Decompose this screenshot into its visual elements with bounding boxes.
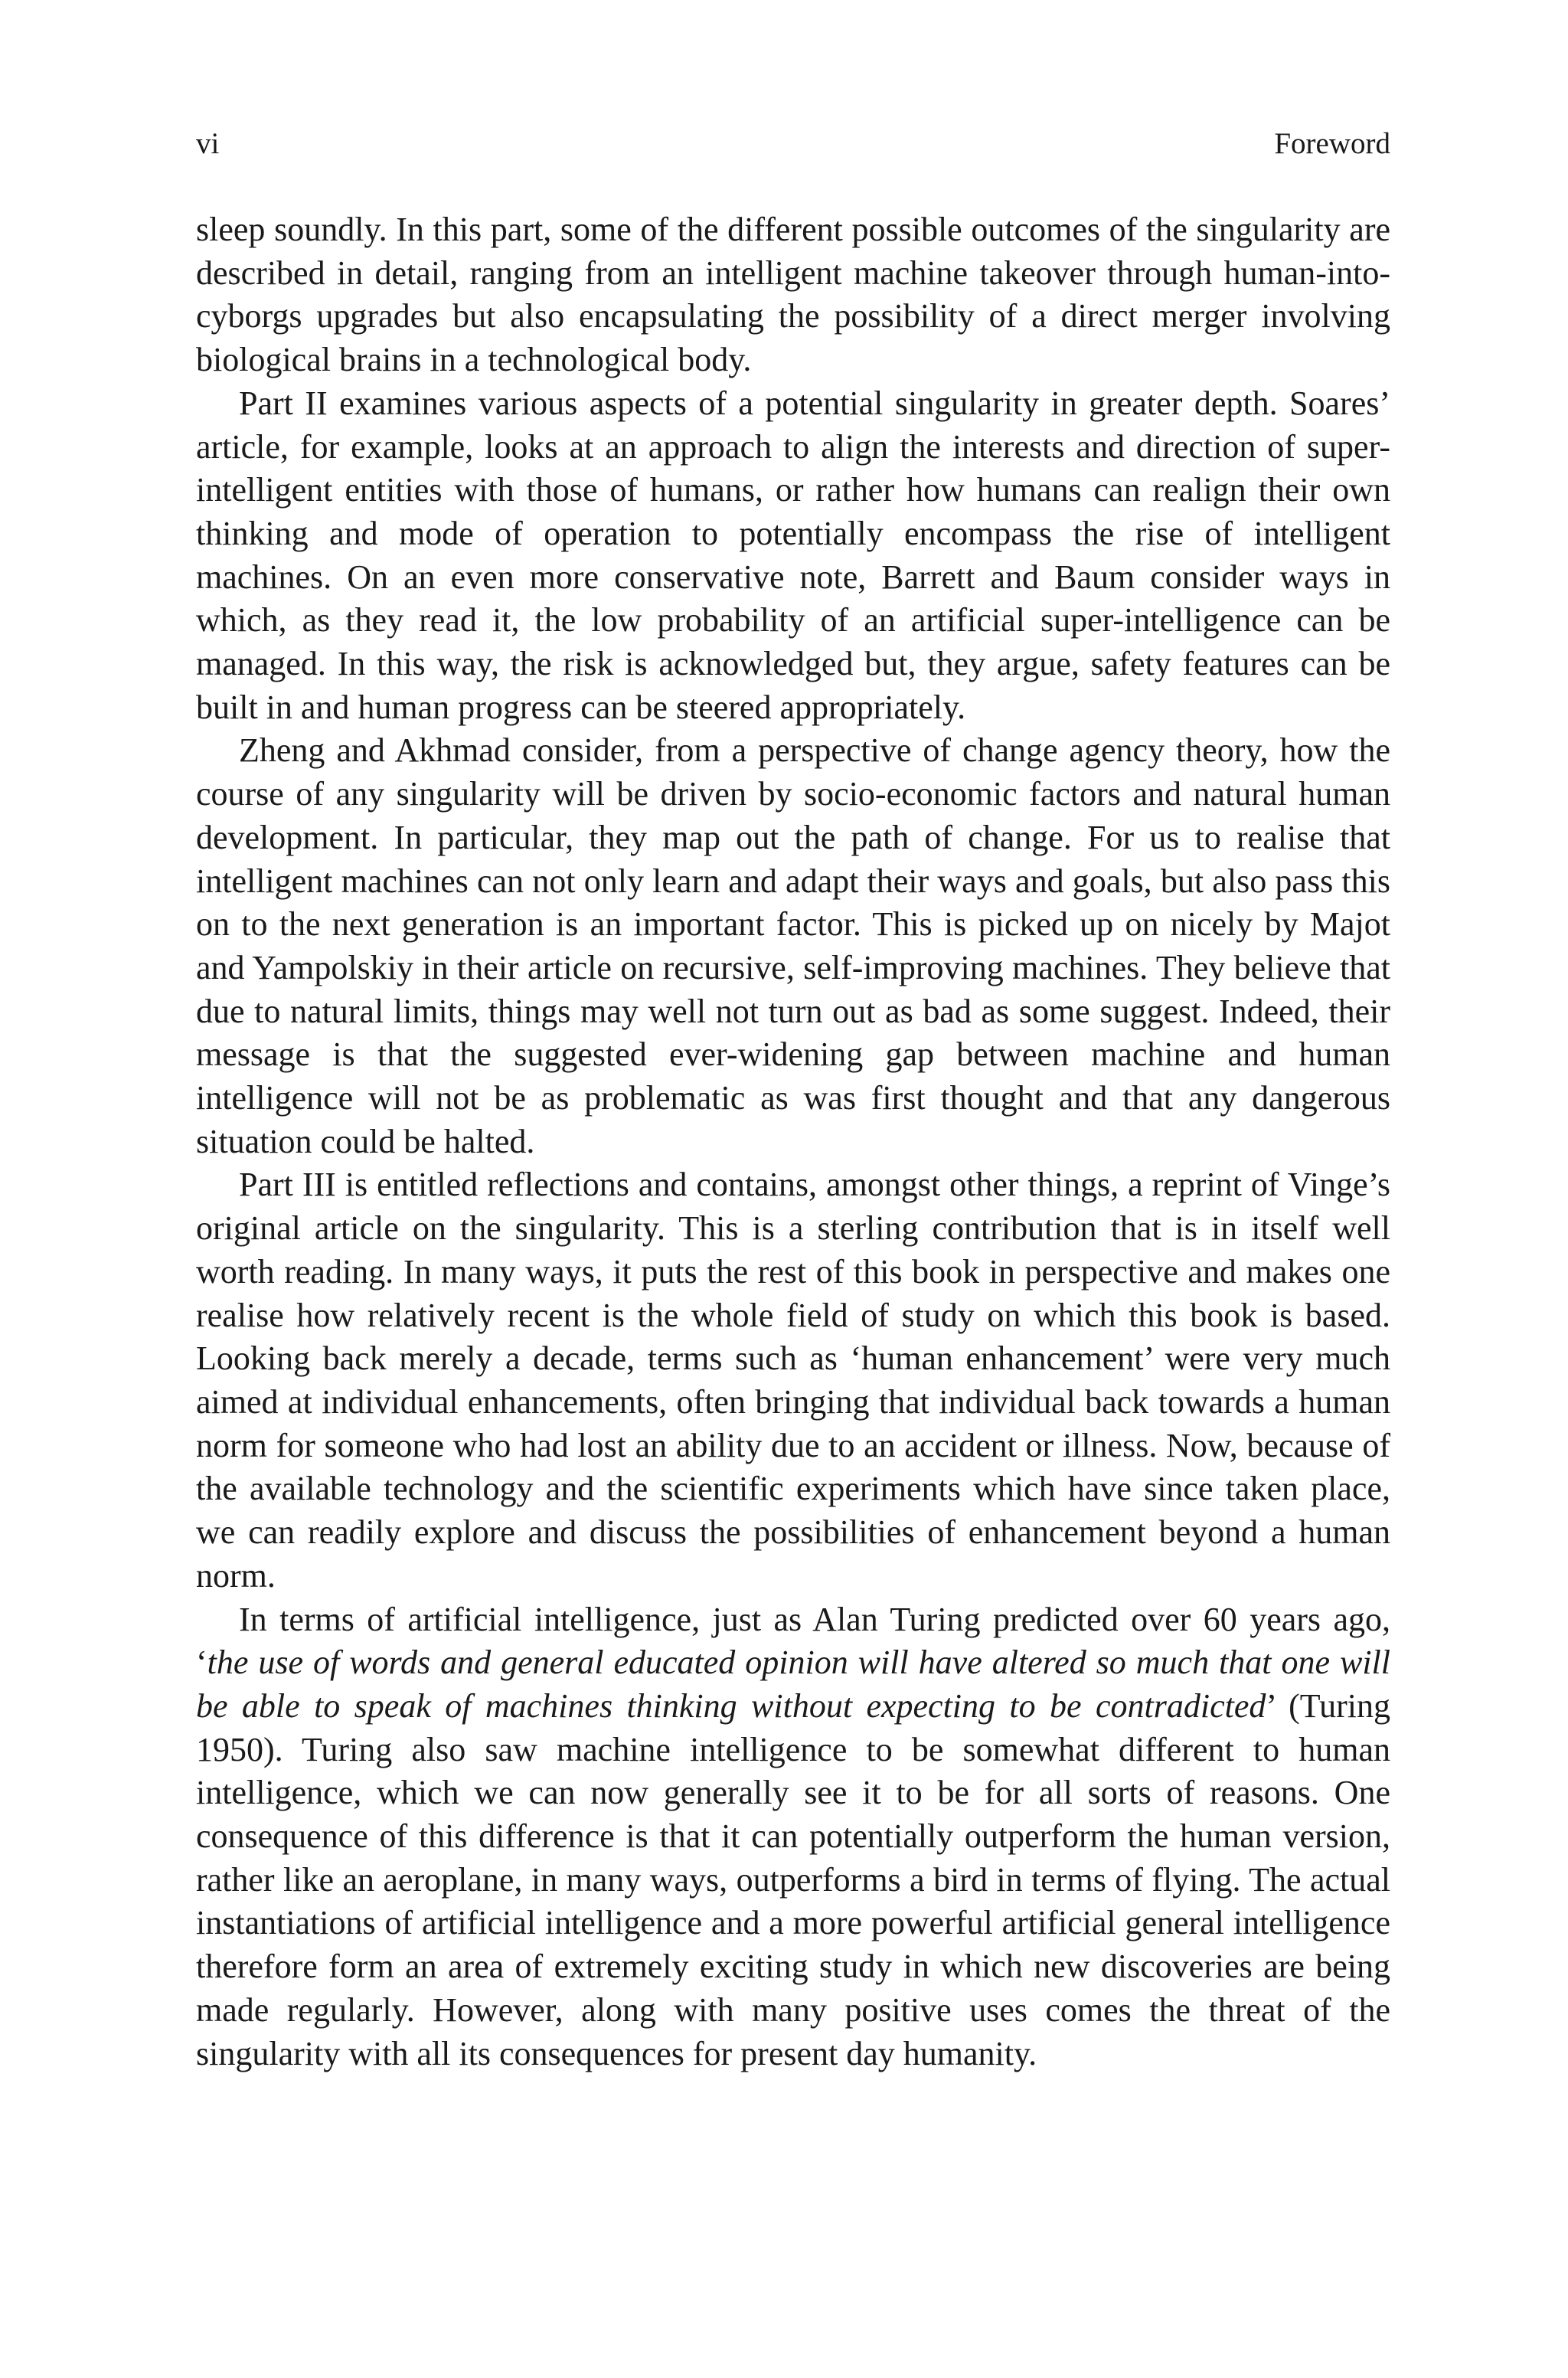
paragraph-5-lead: In terms of artificial intelligence, just as Alan Turing predicted over 60 years ago, ‘	[196, 1600, 1390, 1682]
paragraph-3: Zheng and Akhmad consider, from a perspective of change agency theory, how the course of any singularity will be driven by socio-economic factors and natural human development. In particular, they map out the path of change. For us to realise that intelligent machines can not only learn and adapt their ways and goals, but also pass this on to the next generation is an important factor. This is picked up on nicely by Majot and Yampolskiy in their article on recursive, self-improving machines. They believe that due to natural limits, things may well not turn out as bad as some suggest. Indeed, their message is that the suggested ever-widening gap between machine and human intelligence will not be as problematic as was first thought and that any dangerous situation could be halted.	[196, 731, 1390, 1160]
turing-quote: the use of words and general educated opinion will have altered so much that one will be able to speak of machines thinking without expecting to be contradicted	[196, 1644, 1390, 1725]
paragraph-5	[196, 1598, 1390, 2076]
running-title: Foreword	[1274, 127, 1390, 160]
paragraph-4: Part III is entitled reflections and contains, amongst other things, a reprint of Vinge’s original article on the singularity. This is a sterling contribution that is in itself well worth reading. In many ways, it puts the rest of this book in perspective and makes one realise how relatively recent is the whole field of study on which this book is based. Looking back merely a decade, terms such as ‘human enhancement’ were very much aimed at individual enhancements, often bringing that individual back towards a human norm for someone who had lost an ability due to an accident or illness. Now, because of the available technology and the scientific experiments which have since taken place, we can readily explore and discuss the possibilities of enhancement beyond a human norm.	[196, 1166, 1390, 1595]
running-head	[196, 123, 1390, 165]
page-number: vi	[196, 127, 220, 160]
paragraph-5-rest: ’ (Turing 1950). Turing also saw machine intelligence to be somewhat different to human intelligence, which we can now generally see it to be for all sorts of reasons. One consequence of this difference is that it can potentially outperform the human version, rather like an aeroplane, in many ways, outperforms a bird in terms of flying. The actual instantiations of artificial intelligence and a more powerful artificial general intelligence therefore form an area of extremely exciting study in which new discoveries are being made regularly. However, along with many positive uses comes the threat of the singularity with all its consequences for present day humanity.	[196, 1686, 1390, 2072]
paragraph-1: sleep soundly. In this part, some of the different possible outcomes of the singularity are described in detail, ranging from an intelligent machine takeover through human-into-cyborgs upgrades but also encapsulating the possibility of a direct merger involving biological brains in a technological body.	[196, 211, 1390, 379]
body-text	[196, 208, 1390, 2075]
paragraph-2: Part II examines various aspects of a potential singularity in greater depth. Soares’ article, for example, looks at an approach to align the interests and direction of super-intelligent entities with those of humans, or rather how humans can realign their own thinking and mode of operation to potentially encompass the rise of intelligent machines. On an even more conservative note, Barrett and Baum consider ways in which, as they read it, the low probability of an artificial super-intelligence can be managed. In this way, the risk is acknowledged but, they argue, safety features can be built in and human progress can be steered appropriately.	[196, 384, 1390, 726]
